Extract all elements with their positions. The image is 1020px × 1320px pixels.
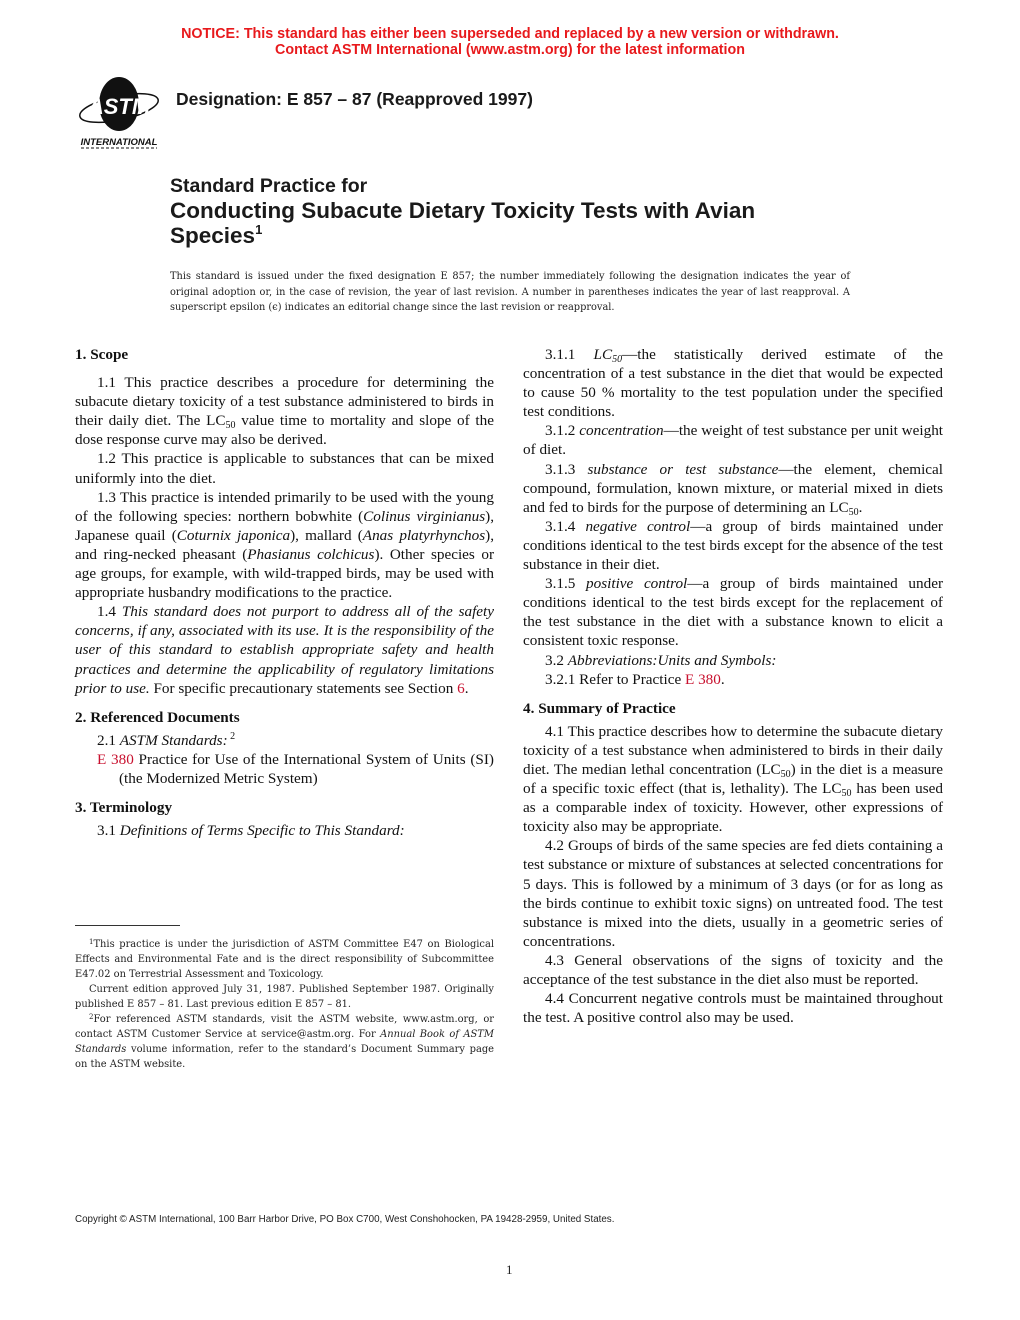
- section-heading-terminology: 3. Terminology: [75, 799, 173, 817]
- footnote-2-mark[interactable]: 2: [227, 730, 236, 742]
- paragraph-4-3: 4.3 General observations of the signs of toxicity and the acceptance of the test substance in the diet also must be reported.: [523, 951, 943, 988]
- footnote-2: $^2$For referenced ASTM standards, visit the ASTM website, www.astm.org, or contact ASTM Customer Service at service@astm.org. For Annual Book of ASTM Standards volume information, refer to the standard’s Document Summary page on the ASTM website.: [75, 1013, 494, 1070]
- reference-e380: E 380 Practice for Use of the International System of Units (SI) (the Modernized Metric System): [97, 750, 494, 787]
- paragraph-3-2-1: 3.2.1 Refer to Practice E 380.: [545, 670, 725, 688]
- notice-line-2: Contact ASTM International (www.astm.org) for the latest information: [275, 42, 745, 58]
- withdrawal-notice: [0, 26, 1020, 58]
- page-number: 1: [506, 1262, 513, 1277]
- title-line-2: Species$^1$: [170, 222, 263, 248]
- issued-note: This standard is issued under the fixed designation E 857; the number immediately following the designation indicates the year of original adoption or, in the case of revision, the year of last revision. A number in parentheses indicates the year of last reapproval. A superscript epsilon (ϵ) indicates an editorial change since the last revision or reapproval.: [170, 271, 850, 314]
- svg-text:INTERNATIONAL: INTERNATIONAL: [80, 137, 158, 148]
- right-column: [523, 345, 943, 1027]
- paragraph-1-1: 1.1 This practice describes a procedure for determining the subacute dietary toxicity of a test substance administered to birds in their daily diet. The $LC_{50}$ value time to mortality and slope of the dose response curve may also be derived.: [75, 374, 494, 449]
- footnote-divider: [75, 925, 180, 926]
- definition-3-1-3: 3.1.3 substance or test substance—the element, chemical compound, formulation, known mixture, or material mixed in diets and fed to birds for the purpose of determining an $LC_{50}$.: [523, 460, 944, 518]
- title-footnote-mark[interactable]: 1: [255, 222, 263, 237]
- astm-logo-icon: [76, 74, 162, 152]
- paragraph-1-2: 1.2 This practice is applicable to substances that can be mixed uniformly into the diet.: [75, 450, 494, 487]
- section-heading-summary: 4. Summary of Practice: [523, 699, 676, 717]
- title-pre: Standard Practice for: [170, 175, 368, 197]
- definition-3-1-1: 3.1.1 $LC_{50}—the$ statistically derived estimate of the concentration of a test substance in the diet that would be expected to cause 50 % mortality to the test population under the specified test conditions.: [523, 346, 943, 421]
- paragraph-4-1: 4.1 This practice describes how to determine the subacute dietary toxicity of a test substance when administered to birds in their daily diet. The median lethal concentration $(LC_{50})$ in the diet is a measure of a specific toxic effect (that is, lethality). The $LC_{50}$ has been used as a comparable index of toxicity. However, other expressions of toxicity also may be appropriate.: [523, 722, 943, 836]
- paragraph-2-1: 2.1 ASTM Standards: $^2$: [97, 730, 236, 749]
- notice-line-1: NOTICE: This standard has either been superseded and replaced by a new version or withdrawn.: [181, 26, 839, 42]
- designation: Designation: E 857 – 87 (Reapproved 1997): [176, 89, 533, 109]
- footnotes: [75, 937, 494, 1072]
- footnote-1: $^1$This practice is under the jurisdiction of ASTM Committee E47 on Biological Effects and Environmental Fate and is the direct responsibility of Subcommittee E47.02 on Terrestrial Assessment and Toxicology.: [75, 938, 494, 980]
- section-6-link[interactable]: 6: [457, 679, 465, 697]
- paragraph-3-1: 3.1 Definitions of Terms Specific to This Standard:: [97, 822, 405, 840]
- paragraph-1-4: 1.4 This standard does not purport to address all of the safety concerns, if any, associated with its use. It is the responsibility of the user of this standard to establish appropriate safety and health practices and determine the applicability of regulatory limitations prior to use. For specific precautionary statements see Section 6.: [75, 603, 494, 697]
- left-column: [75, 345, 494, 840]
- definition-3-1-4: 3.1.4 negative control—a group of birds maintained under conditions identical to the test birds except for the absence of the test substance in their diet.: [523, 517, 943, 574]
- copyright-line: Copyright © ASTM International, 100 Barr Harbor Drive, PO Box C700, West Conshohocken, PA 19428-2959, United States.: [75, 1214, 615, 1225]
- section-heading-scope: 1. Scope: [75, 346, 129, 363]
- definition-3-1-2: 3.1.2 concentration—the weight of test substance per unit weight of diet.: [523, 422, 944, 459]
- e380-link[interactable]: E 380: [97, 750, 134, 768]
- footnote-1-edition: Current edition approved July 31, 1987. Published September 1987. Originally published E 857 – 81. Last previous edition E 857 – 81.: [75, 984, 494, 1010]
- e380-link-2[interactable]: E 380: [685, 670, 721, 688]
- svg-text:ASTM: ASTM: [87, 94, 151, 119]
- paragraph-1-3: 1.3 This practice is intended primarily to be used with the young of the following species: northern bobwhite (Colinus virginianus), Japanese quail (Coturnix japonica), mallard (Anas platyrhynchos), and ring-necked pheasant (Phasianus colchicus). Other species or age groups, for example, with wild-trapped birds, may be used with appropriate husbandry modifications to the practice.: [75, 488, 495, 602]
- section-heading-referenced-documents: 2. Referenced Documents: [75, 708, 240, 726]
- paragraph-4-2: 4.2 Groups of birds of the same species are fed diets containing a test substance or mixture of substances at selected concentrations for 5 days. This is followed by a minimum of 3 days (or for as long as the birds continue to exhibit toxic signs) on untreated food. The test substance is mixed into the diets, usually in a geometric series of concentrations.: [523, 837, 943, 950]
- paragraph-3-2: 3.2 Abbreviations:Units and Symbols:: [545, 651, 777, 669]
- document-title: [170, 174, 755, 248]
- paragraph-4-4: 4.4 Concurrent negative controls must be maintained throughout the test. A positive control also may be used.: [523, 990, 943, 1027]
- title-line-1: Conducting Subacute Dietary Toxicity Tests with Avian: [170, 198, 756, 223]
- definition-3-1-5: 3.1.5 positive control—a group of birds maintained under conditions identical to the test birds except for the replacement of the test substance in the diet with a substance known to elicit a consistent toxic response.: [523, 575, 944, 650]
